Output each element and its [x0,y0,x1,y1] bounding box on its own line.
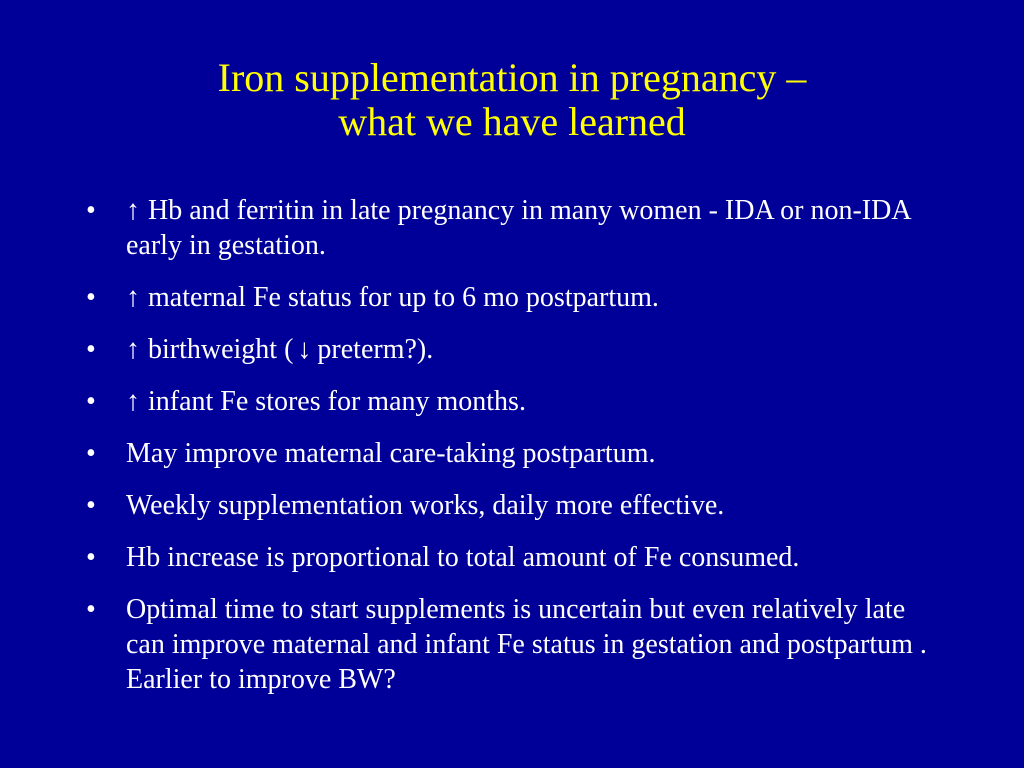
bullet-dot: • [86,282,96,313]
up-arrow-icon: ↑ [126,282,140,313]
bullet-text-before: birthweight ( [148,334,294,365]
down-arrow-icon: ↓ [297,334,312,365]
bullet-dot: • [86,334,96,365]
bullet-text: Weekly supplementation works, daily more effective. [126,490,725,521]
bullet-item-optimal-time [84,592,944,697]
bullet-item-maternal-care [84,436,944,471]
bullet-item-birthweight [84,332,944,367]
slide-title [0,56,1024,144]
bullet-text-after: preterm?). [317,334,434,365]
bullet-dot: • [86,195,96,226]
bullet-dot: • [86,594,96,625]
title-line-1: Iron supplementation in pregnancy – [217,55,807,100]
bullet-text: May improve maternal care-taking postpartum. [126,438,656,469]
up-arrow-icon: ↑ [126,334,140,365]
bullet-item-hb-ferritin [84,193,944,263]
bullet-item-weekly-supplementation [84,488,944,523]
bullet-item-hb-increase [84,540,944,575]
bullet-item-infant-fe [84,384,944,419]
bullet-text: Optimal time to start supplements is uncertain but even relatively late can improve maternal and infant Fe status in gestation and postpartum . Earlier to improve BW? [126,594,927,695]
bullet-dot: • [86,386,96,417]
bullet-text: infant Fe stores for many months. [148,386,526,417]
up-arrow-icon: ↑ [126,386,140,417]
bullet-text: Hb increase is proportional to total amount of Fe consumed. [126,542,800,573]
title-line-2: what we have learned [338,99,686,144]
bullet-dot: • [86,438,96,469]
bullet-dot: • [86,490,96,521]
bullet-text: maternal Fe status for up to 6 mo postpartum. [148,282,659,313]
up-arrow-icon: ↑ [126,195,140,226]
bullet-item-maternal-fe [84,280,944,315]
bullet-text: Hb and ferritin in late pregnancy in many women - IDA or non-IDA early in gestation. [126,195,911,261]
bullet-list [84,193,944,714]
bullet-dot: • [86,542,96,573]
